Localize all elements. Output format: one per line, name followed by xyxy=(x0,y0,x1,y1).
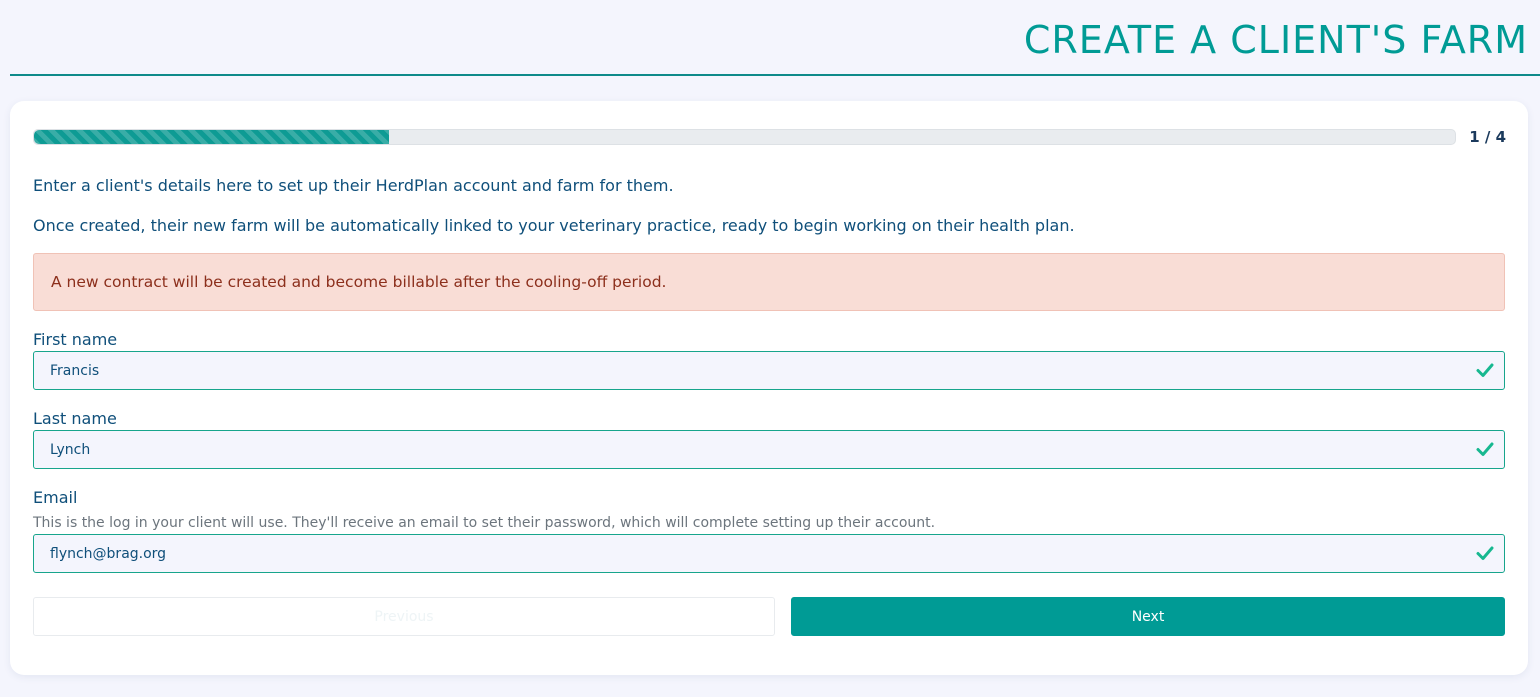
check-icon xyxy=(1475,360,1495,380)
intro-text-line-1: Enter a client's details here to set up their HerdPlan account and farm for them. xyxy=(33,176,674,195)
next-button[interactable]: Next xyxy=(791,597,1505,636)
first-name-label: First name xyxy=(33,330,118,349)
page-header xyxy=(10,0,1540,76)
previous-button[interactable]: Previous xyxy=(33,597,775,636)
progress-bar-fill xyxy=(34,130,389,144)
page-title: CREATE A CLIENT'S FARM xyxy=(1023,18,1528,62)
intro-text-line-2: Once created, their new farm will be automatically linked to your veterinary practice, ready to begin working on their health plan. xyxy=(33,216,1075,235)
step-counter: 1 / 4 xyxy=(1469,128,1506,146)
check-icon xyxy=(1475,543,1495,563)
email-help-text: This is the log in your client will use. They'll receive an email to set their password, which will complete setting up their account. xyxy=(33,515,936,531)
check-icon xyxy=(1475,439,1495,459)
first-name-input[interactable] xyxy=(33,351,1505,390)
billing-alert-text: A new contract will be created and become billable after the cooling-off period. xyxy=(51,273,667,291)
billing-alert xyxy=(33,253,1505,311)
create-farm-card xyxy=(10,101,1528,675)
email-input[interactable] xyxy=(33,534,1505,573)
last-name-label: Last name xyxy=(33,409,117,428)
email-label: Email xyxy=(33,488,78,507)
progress-bar xyxy=(33,129,1456,145)
last-name-input[interactable] xyxy=(33,430,1505,469)
